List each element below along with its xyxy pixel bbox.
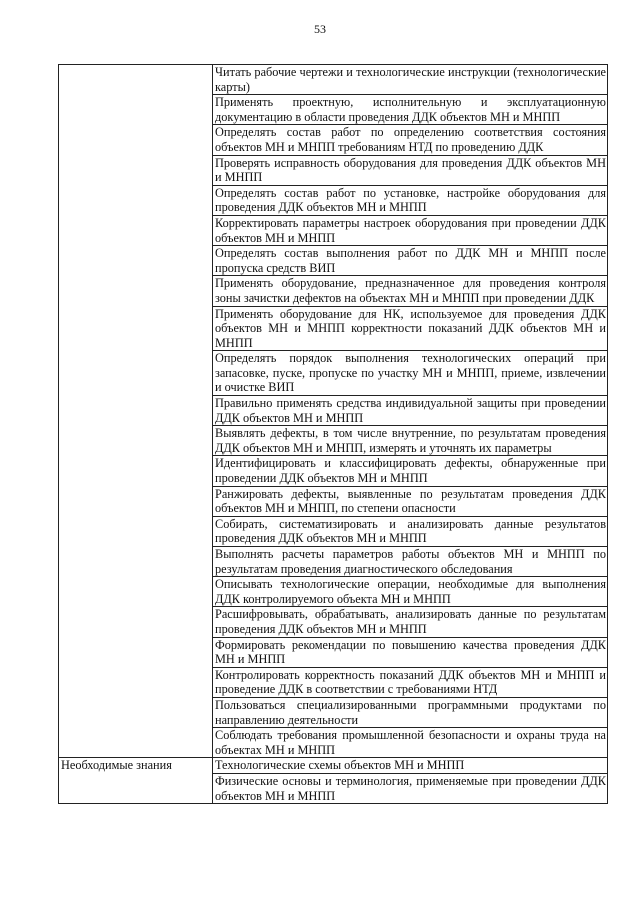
requirement-text: Выполнять расчеты параметров работы объектов МН и МНПП по результатам проведения диагностического обследования	[213, 547, 608, 577]
requirement-text: Пользоваться специализированными программными продуктами по направлению деятельности	[213, 697, 608, 727]
requirement-text: Соблюдать требования промышленной безопасности и охраны труда на объектах МН и МНПП	[213, 728, 608, 758]
requirement-text: Технологические схемы объектов МН и МНПП	[213, 758, 608, 774]
requirement-text: Контролировать корректность показаний ДДК объектов МН и МНПП и проведение ДДК в соответствии с требованиями НТД	[213, 667, 608, 697]
table-row	[59, 65, 608, 95]
requirement-text: Определять состав работ по установке, настройке оборудования для проведения ДДК объектов МН и МНПП	[213, 185, 608, 215]
requirement-text: Проверять исправность оборудования для проведения ДДК объектов МН и МНПП	[213, 155, 608, 185]
requirement-text: Правильно применять средства индивидуальной защиты при проведении ДДК объектов МН и МНПП	[213, 396, 608, 426]
requirement-text: Читать рабочие чертежи и технологические инструкции (технологические карты)	[213, 65, 608, 95]
requirement-text: Ранжировать дефекты, выявленные по результатам проведения ДДК объектов МН и МНПП, по степени опасности	[213, 486, 608, 516]
requirement-text: Определять состав работ по определению соответствия состояния объектов МН и МНПП требованиям НТД по проведению ДДК	[213, 125, 608, 155]
requirement-text: Описывать технологические операции, необходимые для выполнения ДДК контролируемого объекта МН и МНПП	[213, 577, 608, 607]
requirement-text: Применять оборудование, предназначенное для проведения контроля зоны зачистки дефектов на объектах МН и МНПП при проведении ДДК	[213, 276, 608, 306]
section-label	[59, 65, 213, 758]
requirement-text: Формировать рекомендации по повышению качества проведения ДДК МН и МНПП	[213, 637, 608, 667]
requirement-text: Физические основы и терминология, применяемые при проведении ДДК объектов МН и МНПП	[213, 773, 608, 803]
table-row	[59, 758, 608, 774]
requirement-text: Собирать, систематизировать и анализировать данные результатов проведения ДДК объектов МН и МНПП	[213, 516, 608, 546]
section-label: Необходимые знания	[59, 758, 213, 804]
requirement-text: Выявлять дефекты, в том числе внутренние, по результатам проведения ДДК объектов МН и МНПП, измерять и уточнять их параметры	[213, 426, 608, 456]
table-body	[59, 65, 608, 804]
page-number: 53	[314, 22, 326, 36]
requirement-text: Определять состав выполнения работ по ДДК МН и МНПП после пропуска средств ВИП	[213, 246, 608, 276]
requirement-text: Определять порядок выполнения технологических операций при запасовке, пуске, пропуске по участку МН и МНПП, приеме, извлечении и очистке ВИП	[213, 351, 608, 396]
requirement-text: Идентифицировать и классифицировать дефекты, обнаруженные при проведении ДДК объектов МН и МНПП	[213, 456, 608, 486]
requirement-text: Расшифровывать, обрабатывать, анализировать данные по результатам проведения ДДК объектов МН и МНПП	[213, 607, 608, 637]
requirement-text: Применять проектную, исполнительную и эксплуатационную документацию в области проведения ДДК объектов МН и МНПП	[213, 95, 608, 125]
requirement-text: Применять оборудование для НК, используемое для проведения ДДК объектов МН и МНПП корректности показаний ДДК объектов МН и МНПП	[213, 306, 608, 351]
requirement-text: Корректировать параметры настроек оборудования при проведении ДДК объектов МН и МНПП	[213, 215, 608, 245]
requirements-table	[58, 64, 608, 804]
